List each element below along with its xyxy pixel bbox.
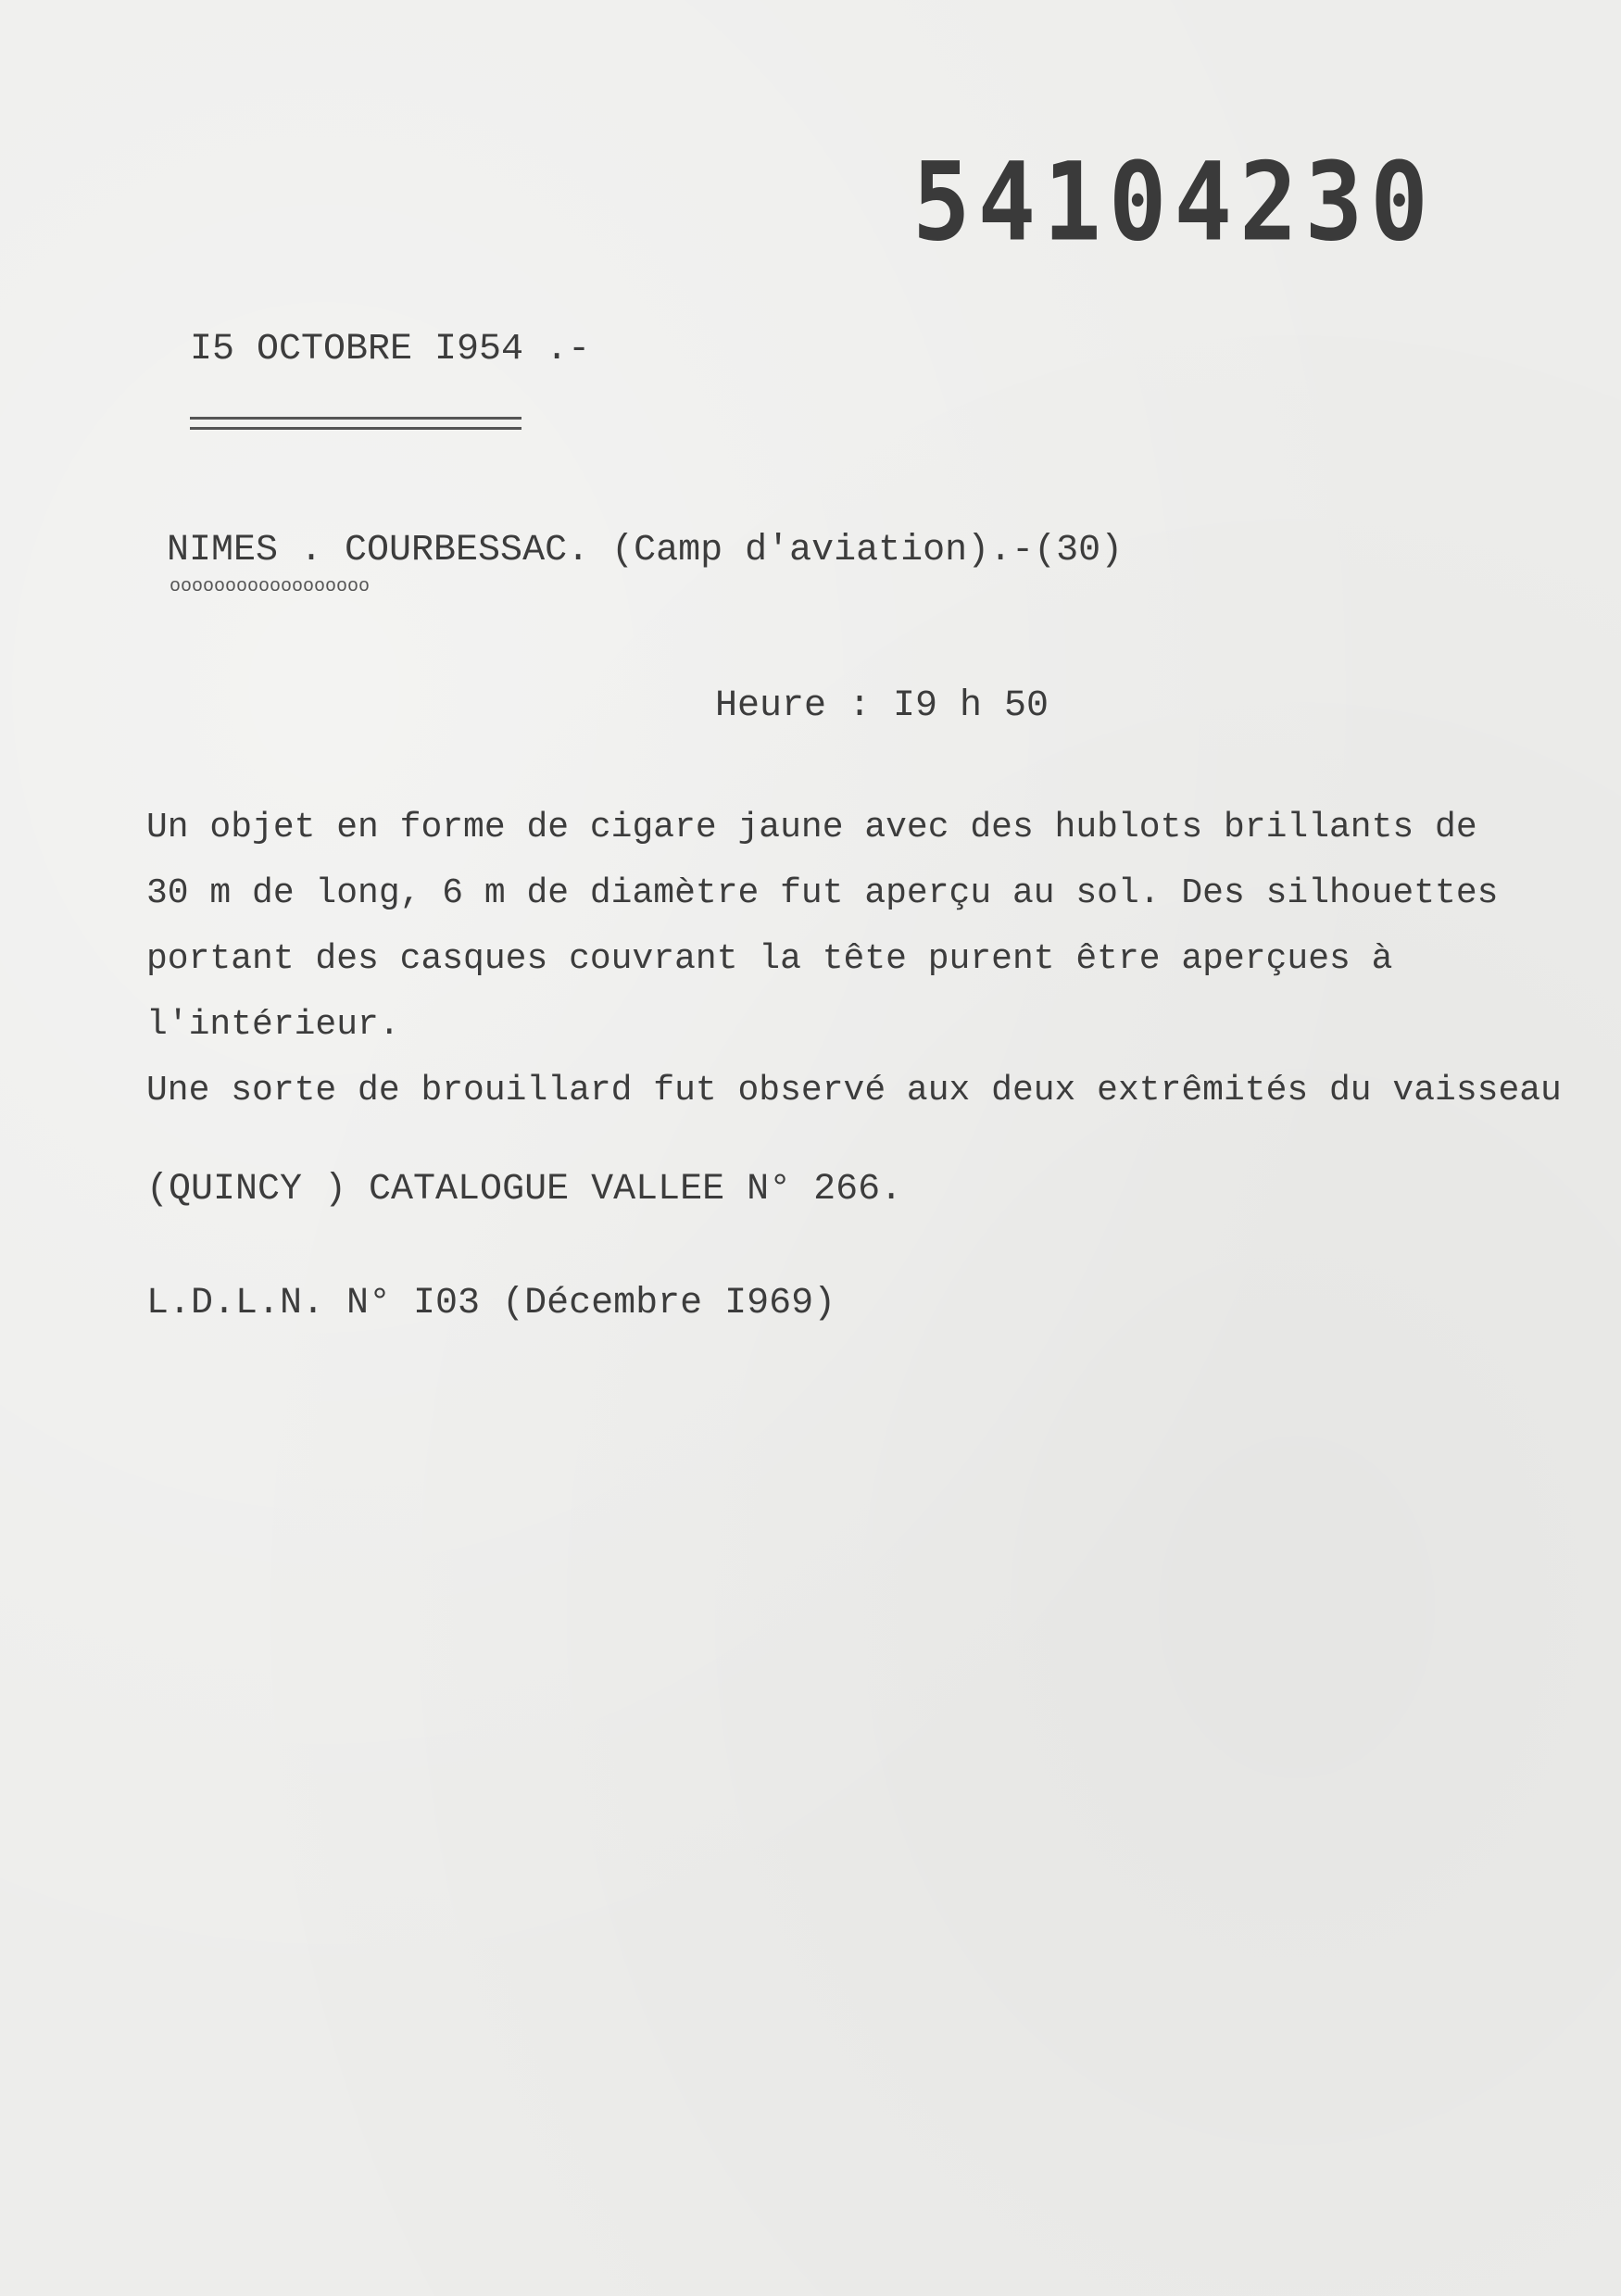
report-date: I5 OCTOBRE I954 .- [190,329,591,370]
report-hour: Heure : I9 h 50 [715,685,1049,727]
stamp-number: 54104230 [912,139,1436,266]
body-line: portant des casques couvrant la tête purent être aperçues à [146,939,1393,979]
report-location: NIMES . COURBESSAC. (Camp d'aviation).-(30) [167,530,1124,571]
catalogue-reference: (QUINCY ) CATALOGUE VALLEE N° 266. [146,1169,903,1211]
body-line: Une sorte de brouillard fut observé aux deux extrêmités du vaisseau [146,1071,1562,1110]
ldln-reference: L.D.L.N. N° I03 (Décembre I969) [146,1283,836,1324]
date-underline [190,417,521,430]
body-line: l'intérieur. [146,1005,400,1045]
location-underline: oooooooooooooooooo [170,576,371,597]
body-line: Un objet en forme de cigare jaune avec des hublots brillants de [146,808,1477,847]
report-body [146,795,1619,1123]
body-line: 30 m de long, 6 m de diamètre fut aperçu au sol. Des silhouettes [146,873,1499,913]
